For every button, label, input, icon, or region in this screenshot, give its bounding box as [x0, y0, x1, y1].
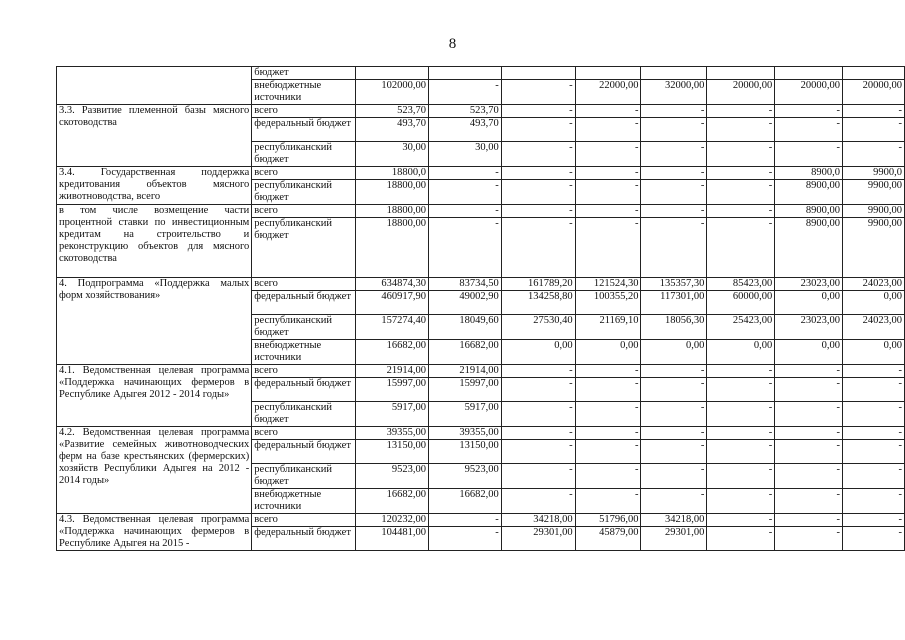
value-cell: - [501, 440, 575, 464]
row-name-cell: 3.4. Государственная поддержка кредитования объектов мясного животноводства, всего [57, 167, 252, 205]
row-name-cell: 4.2. Ведомственная целевая программа «Развитие семейных животноводческих ферм на базе крестьянских (фермерских) хозяйств Республики Адыгея на 2012 - 2014 годы» [57, 427, 252, 514]
value-cell: 0,00 [575, 340, 641, 365]
value-cell: - [575, 118, 641, 142]
value-cell: - [428, 218, 501, 278]
funding-source-cell: федеральный бюджет [252, 118, 356, 142]
value-cell: - [501, 205, 575, 218]
value-cell: - [428, 514, 501, 527]
value-cell: - [707, 489, 775, 514]
table-row [57, 67, 905, 80]
value-cell: 493,70 [356, 118, 429, 142]
value-cell: 117301,00 [641, 291, 707, 315]
value-cell: - [641, 167, 707, 180]
value-cell: 20000,00 [707, 80, 775, 105]
value-cell: 15997,00 [428, 378, 501, 402]
value-cell: 0,00 [775, 291, 843, 315]
value-cell: - [501, 378, 575, 402]
value-cell: 157274,40 [356, 315, 429, 340]
table-row [57, 278, 905, 291]
value-cell: 8900,0 [775, 167, 843, 180]
table-row [57, 205, 905, 218]
value-cell: - [575, 440, 641, 464]
value-cell: 23023,00 [775, 278, 843, 291]
value-cell: 16682,00 [428, 340, 501, 365]
value-cell: - [843, 118, 905, 142]
value-cell: - [775, 142, 843, 167]
value-cell: 29301,00 [501, 527, 575, 551]
value-cell: 18800,00 [356, 205, 429, 218]
value-cell: 24023,00 [843, 315, 905, 340]
funding-source-cell: республиканский бюджет [252, 180, 356, 205]
value-cell: - [707, 440, 775, 464]
value-cell: - [707, 365, 775, 378]
value-cell: 21169,10 [575, 315, 641, 340]
value-cell: 16682,00 [356, 489, 429, 514]
value-cell: 51796,00 [575, 514, 641, 527]
value-cell: 21914,00 [356, 365, 429, 378]
value-cell: - [775, 378, 843, 402]
value-cell: - [843, 402, 905, 427]
value-cell: 0,00 [843, 340, 905, 365]
value-cell: - [501, 167, 575, 180]
value-cell: - [641, 365, 707, 378]
value-cell: - [641, 427, 707, 440]
value-cell: 104481,00 [356, 527, 429, 551]
funding-source-cell: федеральный бюджет [252, 440, 356, 464]
value-cell: - [575, 105, 641, 118]
value-cell: 0,00 [775, 340, 843, 365]
row-name-cell: 4. Подпрограмма «Поддержка малых форм хозяйствования» [57, 278, 252, 365]
value-cell: - [575, 427, 641, 440]
value-cell: - [575, 464, 641, 489]
value-cell: - [575, 218, 641, 278]
value-cell: - [707, 464, 775, 489]
value-cell: - [775, 440, 843, 464]
value-cell: - [501, 427, 575, 440]
value-cell: - [575, 205, 641, 218]
value-cell: 39355,00 [428, 427, 501, 440]
value-cell: 134258,80 [501, 291, 575, 315]
value-cell: - [775, 365, 843, 378]
value-cell: 0,00 [501, 340, 575, 365]
value-cell: - [775, 514, 843, 527]
value-cell: - [575, 167, 641, 180]
value-cell [501, 67, 575, 80]
value-cell: - [501, 142, 575, 167]
value-cell: - [428, 167, 501, 180]
funding-source-cell: федеральный бюджет [252, 291, 356, 315]
funding-source-cell: всего [252, 105, 356, 118]
funding-source-cell: всего [252, 365, 356, 378]
value-cell: - [428, 80, 501, 105]
value-cell: - [775, 402, 843, 427]
value-cell: - [575, 489, 641, 514]
value-cell: - [843, 427, 905, 440]
value-cell: - [641, 464, 707, 489]
value-cell: 18800,00 [356, 180, 429, 205]
value-cell: - [775, 527, 843, 551]
value-cell: 460917,90 [356, 291, 429, 315]
table-row [57, 105, 905, 118]
value-cell: 21914,00 [428, 365, 501, 378]
funding-source-cell: внебюджетные источники [252, 80, 356, 105]
value-cell: - [641, 440, 707, 464]
funding-source-cell: федеральный бюджет [252, 378, 356, 402]
value-cell: 45879,00 [575, 527, 641, 551]
value-cell: 493,70 [428, 118, 501, 142]
value-cell: - [641, 378, 707, 402]
value-cell: - [775, 105, 843, 118]
value-cell: 20000,00 [775, 80, 843, 105]
value-cell: 161789,20 [501, 278, 575, 291]
row-name-cell [57, 67, 252, 105]
value-cell: - [707, 527, 775, 551]
value-cell: - [575, 142, 641, 167]
value-cell [843, 67, 905, 80]
value-cell: - [501, 218, 575, 278]
value-cell: 9900,00 [843, 180, 905, 205]
funding-source-cell: всего [252, 278, 356, 291]
value-cell: 18800,0 [356, 167, 429, 180]
value-cell: 32000,00 [641, 80, 707, 105]
value-cell: - [707, 218, 775, 278]
value-cell [775, 67, 843, 80]
value-cell: - [501, 365, 575, 378]
value-cell: - [707, 427, 775, 440]
value-cell: - [501, 402, 575, 427]
value-cell: - [641, 118, 707, 142]
value-cell: - [707, 142, 775, 167]
value-cell: - [775, 464, 843, 489]
table-row [57, 427, 905, 440]
value-cell: 8900,00 [775, 205, 843, 218]
funding-source-cell: республиканский бюджет [252, 142, 356, 167]
value-cell: 0,00 [641, 340, 707, 365]
value-cell: - [775, 118, 843, 142]
value-cell: 0,00 [707, 340, 775, 365]
value-cell: - [641, 402, 707, 427]
value-cell: - [501, 118, 575, 142]
value-cell: - [707, 118, 775, 142]
value-cell: 121524,30 [575, 278, 641, 291]
funding-source-cell: всего [252, 427, 356, 440]
value-cell: - [707, 514, 775, 527]
table-row [57, 365, 905, 378]
value-cell: 9900,00 [843, 218, 905, 278]
value-cell: - [775, 489, 843, 514]
value-cell: - [641, 218, 707, 278]
value-cell: - [843, 142, 905, 167]
funding-source-cell: республиканский бюджет [252, 464, 356, 489]
value-cell: - [641, 205, 707, 218]
value-cell: 39355,00 [356, 427, 429, 440]
funding-source-cell: республиканский бюджет [252, 315, 356, 340]
table-row [57, 514, 905, 527]
value-cell: 24023,00 [843, 278, 905, 291]
value-cell: 13150,00 [428, 440, 501, 464]
value-cell: - [575, 365, 641, 378]
value-cell: - [501, 105, 575, 118]
value-cell: 15997,00 [356, 378, 429, 402]
value-cell: 100355,20 [575, 291, 641, 315]
funding-source-cell: бюджет [252, 67, 356, 80]
funding-source-cell: всего [252, 514, 356, 527]
value-cell: 22000,00 [575, 80, 641, 105]
funding-source-cell: республиканский бюджет [252, 218, 356, 278]
value-cell: 18056,30 [641, 315, 707, 340]
value-cell: 9900,0 [843, 167, 905, 180]
value-cell: 18800,00 [356, 218, 429, 278]
value-cell: - [843, 464, 905, 489]
value-cell: - [575, 180, 641, 205]
value-cell [428, 67, 501, 80]
value-cell: - [501, 80, 575, 105]
value-cell: - [428, 205, 501, 218]
value-cell: 5917,00 [356, 402, 429, 427]
value-cell: 23023,00 [775, 315, 843, 340]
value-cell: 18049,60 [428, 315, 501, 340]
value-cell: 83734,50 [428, 278, 501, 291]
value-cell: 60000,00 [707, 291, 775, 315]
value-cell: 523,70 [428, 105, 501, 118]
funding-source-cell: всего [252, 205, 356, 218]
row-name-cell: 4.1. Ведомственная целевая программа «Поддержка начинающих фермеров в Республике Адыгея 2012 - 2014 годы» [57, 365, 252, 427]
value-cell: 85423,00 [707, 278, 775, 291]
value-cell: 49002,90 [428, 291, 501, 315]
value-cell: - [843, 105, 905, 118]
value-cell: 27530,40 [501, 315, 575, 340]
value-cell: - [707, 205, 775, 218]
value-cell: - [501, 180, 575, 205]
value-cell: 13150,00 [356, 440, 429, 464]
value-cell: - [707, 167, 775, 180]
value-cell [641, 67, 707, 80]
value-cell: 9900,00 [843, 205, 905, 218]
funding-source-cell: федеральный бюджет [252, 527, 356, 551]
value-cell: - [775, 427, 843, 440]
value-cell: 34218,00 [641, 514, 707, 527]
value-cell: - [501, 489, 575, 514]
value-cell: 30,00 [428, 142, 501, 167]
value-cell [575, 67, 641, 80]
value-cell: - [641, 489, 707, 514]
value-cell: - [428, 180, 501, 205]
value-cell: 16682,00 [428, 489, 501, 514]
value-cell: 20000,00 [843, 80, 905, 105]
value-cell: - [843, 514, 905, 527]
value-cell: 0,00 [843, 291, 905, 315]
value-cell [707, 67, 775, 80]
value-cell: - [843, 378, 905, 402]
row-name-cell: 4.3. Ведомственная целевая программа «Поддержка начинающих фермеров в Республике Адыгея на 2015 - [57, 514, 252, 551]
value-cell: - [707, 402, 775, 427]
value-cell: - [843, 365, 905, 378]
value-cell: 8900,00 [775, 180, 843, 205]
row-name-cell: 3.3. Развитие племенной базы мясного скотоводства [57, 105, 252, 167]
value-cell: - [428, 527, 501, 551]
value-cell: 8900,00 [775, 218, 843, 278]
value-cell: 29301,00 [641, 527, 707, 551]
value-cell: - [575, 402, 641, 427]
value-cell: - [575, 378, 641, 402]
value-cell: 30,00 [356, 142, 429, 167]
value-cell: 5917,00 [428, 402, 501, 427]
value-cell: - [641, 142, 707, 167]
value-cell: 9523,00 [428, 464, 501, 489]
value-cell: - [707, 378, 775, 402]
value-cell: 34218,00 [501, 514, 575, 527]
funding-source-cell: внебюджетные источники [252, 489, 356, 514]
value-cell: - [843, 489, 905, 514]
value-cell: - [641, 105, 707, 118]
funding-source-cell: всего [252, 167, 356, 180]
value-cell: - [707, 180, 775, 205]
row-name-cell: в том числе возмещение части процентной ставки по инвестиционным кредитам на строительство и реконструкцию объектов для мясного скотоводства [57, 205, 252, 278]
value-cell: 523,70 [356, 105, 429, 118]
value-cell: 102000,00 [356, 80, 429, 105]
value-cell: 25423,00 [707, 315, 775, 340]
value-cell: 634874,30 [356, 278, 429, 291]
value-cell: 9523,00 [356, 464, 429, 489]
table-row [57, 167, 905, 180]
funding-source-cell: республиканский бюджет [252, 402, 356, 427]
value-cell: - [641, 180, 707, 205]
budget-table [56, 66, 905, 551]
value-cell: - [501, 464, 575, 489]
funding-source-cell: внебюджетные источники [252, 340, 356, 365]
value-cell: 120232,00 [356, 514, 429, 527]
value-cell [356, 67, 429, 80]
page-number: 8 [448, 36, 457, 52]
value-cell: 16682,00 [356, 340, 429, 365]
value-cell: - [843, 440, 905, 464]
value-cell: - [843, 527, 905, 551]
value-cell: - [707, 105, 775, 118]
value-cell: 135357,30 [641, 278, 707, 291]
